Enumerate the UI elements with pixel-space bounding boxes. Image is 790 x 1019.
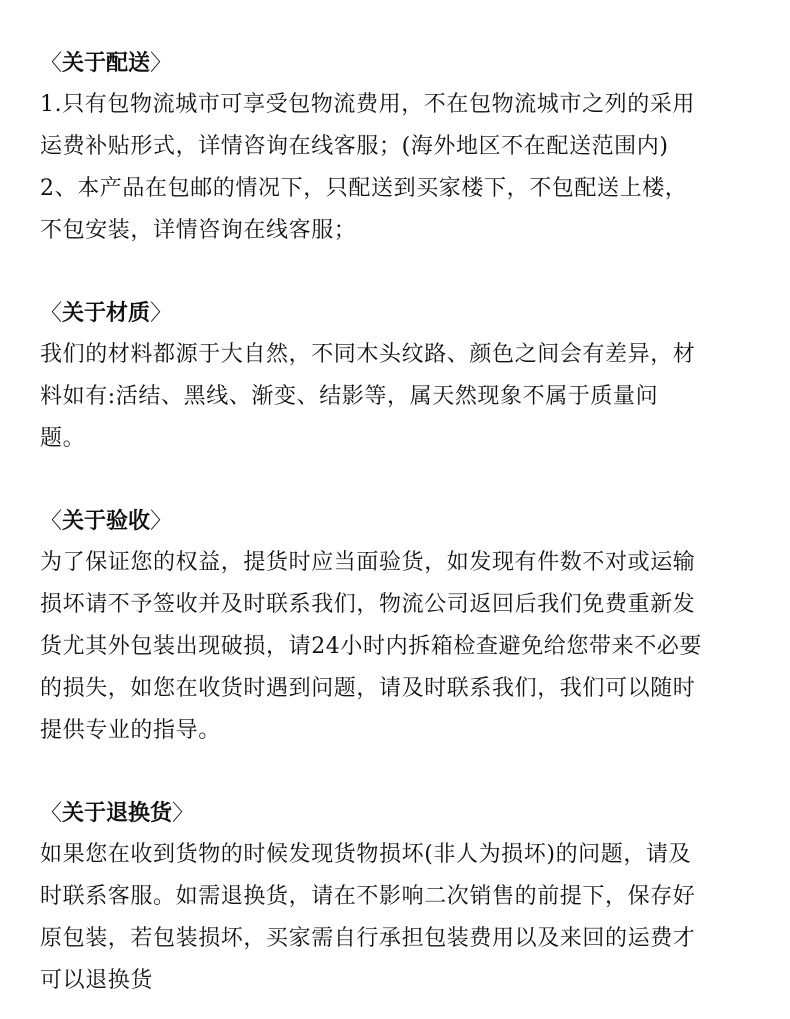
section-inspection	[40, 502, 752, 752]
heading-title: 关于配送	[62, 51, 151, 76]
paragraph-line: 的损失，如您在收货时遇到问题，请及时联系我们，我们可以随时	[40, 676, 696, 701]
paragraph-line: 损坏请不予签收并及时联系我们，物流公司返回后我们免费重新发	[40, 592, 696, 617]
paragraph-line: 我们的材料都源于大自然，不同木头纹路、颜色之间会有差异，材	[40, 342, 696, 367]
section-heading	[40, 794, 752, 834]
heading-open-bracket: 〈	[40, 509, 63, 534]
heading-open-bracket: 〈	[40, 301, 63, 326]
heading-title: 关于退换货	[62, 801, 173, 826]
paragraph-line: 货尤其外包装出现破损，请24小时内拆箱检查避免给您带来不必要	[40, 634, 702, 659]
section-returns	[40, 794, 752, 1002]
section-delivery	[40, 44, 752, 252]
paragraph-line: 运费补贴形式，详情咨询在线客服；(海外地区不在配送范围内)	[40, 134, 669, 159]
paragraph-line: 时联系客服。如需退换货，请在不影响二次销售的前提下，保存好	[40, 884, 696, 909]
section-material	[40, 294, 752, 460]
section-heading	[40, 294, 752, 334]
section-heading	[40, 502, 752, 542]
paragraph-line: 不包安装，详情咨询在线客服；	[40, 218, 357, 243]
paragraph-line: 2、本产品在包邮的情况下，只配送到买家楼下，不包配送上楼，	[40, 176, 688, 201]
paragraph-line: 1.只有包物流城市可享受包物流费用，不在包物流城市之列的采用	[40, 92, 695, 117]
heading-close-bracket: 〉	[150, 51, 173, 76]
heading-open-bracket: 〈	[40, 51, 63, 76]
heading-title: 关于材质	[62, 301, 151, 326]
heading-close-bracket: 〉	[150, 509, 173, 534]
paragraph-line: 题。	[40, 426, 86, 451]
paragraph-line: 料如有:活结、黑线、渐变、结影等，属天然现象不属于质量问	[40, 384, 659, 409]
section-heading	[40, 44, 752, 84]
paragraph-line: 提供专业的指导。	[40, 718, 221, 743]
heading-close-bracket: 〉	[172, 801, 195, 826]
heading-open-bracket: 〈	[40, 801, 63, 826]
paragraph-line: 为了保证您的权益，提货时应当面验货，如发现有件数不对或运输	[40, 550, 696, 575]
paragraph-line: 原包装，若包装损坏，买家需自行承担包装费用以及来回的运费才	[40, 926, 696, 951]
heading-title: 关于验收	[62, 509, 151, 534]
paragraph-line: 如果您在收到货物的时候发现货物损坏(非人为损坏)的问题，请及	[40, 842, 692, 867]
paragraph-line: 可以退换货	[40, 968, 154, 993]
heading-close-bracket: 〉	[150, 301, 173, 326]
policy-document	[40, 44, 752, 1002]
